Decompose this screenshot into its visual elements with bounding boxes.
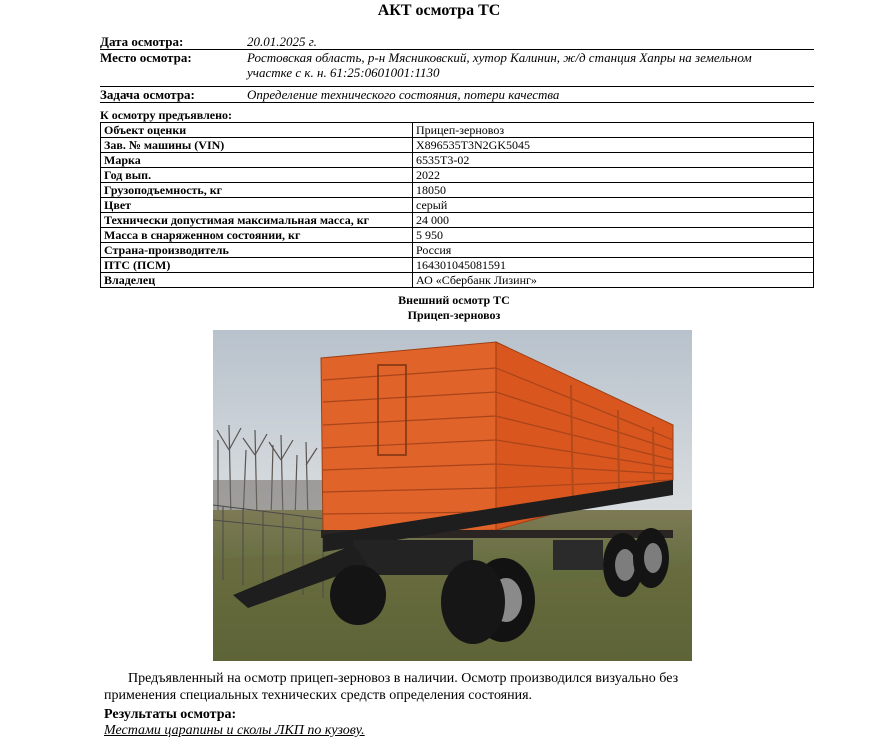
inspection-place-line-1: Ростовская область, р-н Мясниковский, хутор Калинин, ж/д станция Хапры на земельном <box>247 50 752 65</box>
inspection-place-label: Место осмотра: <box>100 50 192 65</box>
spec-value: 2022 <box>413 168 814 183</box>
table-row <box>101 273 814 288</box>
spec-value: серый <box>413 198 814 213</box>
spec-value: АО «Сбербанк Лизинг» <box>413 273 814 288</box>
inspection-date-row <box>100 34 814 50</box>
inspection-place-line-2: участке с к. н. 61:25:0601001:1130 <box>247 65 440 80</box>
spec-label: Год вып. <box>101 168 413 183</box>
spec-value: 6535T3-02 <box>413 153 814 168</box>
table-row <box>101 213 814 228</box>
spec-label: Грузоподъемность, кг <box>101 183 413 198</box>
results-heading: Результаты осмотра: <box>104 707 237 722</box>
table-row <box>101 123 814 138</box>
spec-label: Масса в снаряженном состоянии, кг <box>101 228 413 243</box>
summary-line-2: применения специальных технических средств определения состояния. <box>104 688 533 703</box>
spec-label: Цвет <box>101 198 413 213</box>
spec-label: Объект оценки <box>101 123 413 138</box>
inspection-task-row <box>100 87 814 103</box>
table-row <box>101 228 814 243</box>
spec-value: 24 000 <box>413 213 814 228</box>
spec-label: Марка <box>101 153 413 168</box>
presented-heading: К осмотру предъявлено: <box>100 108 233 122</box>
inspection-place-value <box>247 50 752 86</box>
spec-value: Россия <box>413 243 814 258</box>
spec-label: Владелец <box>101 273 413 288</box>
spec-value: 18050 <box>413 183 814 198</box>
document-title: АКТ осмотра ТС <box>377 2 501 19</box>
results-text: Местами царапины и сколы ЛКП по кузову. <box>104 723 365 738</box>
spec-value: Прицеп-зерновоз <box>413 123 814 138</box>
inspection-task-label: Задача осмотра: <box>100 87 195 102</box>
inspection-task-value: Определение технического состояния, потери качества <box>247 87 560 102</box>
table-row <box>101 198 814 213</box>
inspection-date-value: 20.01.2025 г. <box>247 34 317 49</box>
spec-label: Технически допустимая максимальная масса, кг <box>101 213 413 228</box>
inspection-place-row <box>100 50 814 87</box>
spec-value: X896535T3N2GK5045 <box>413 138 814 153</box>
exterior-inspection-title: Внешний осмотр ТС <box>398 293 510 307</box>
table-row <box>101 153 814 168</box>
spec-label: ПТС (ПСМ) <box>101 258 413 273</box>
table-row <box>101 258 814 273</box>
summary-line-1: Предъявленный на осмотр прицеп-зерновоз в наличии. Осмотр производился визуально без <box>128 671 679 686</box>
table-row <box>101 168 814 183</box>
trailer-photo <box>213 330 692 661</box>
vehicle-specs-table <box>100 122 814 288</box>
table-row <box>101 138 814 153</box>
inspection-date-label: Дата осмотра: <box>100 34 184 49</box>
table-row <box>101 243 814 258</box>
spec-value: 5 950 <box>413 228 814 243</box>
inspection-info <box>100 34 814 103</box>
summary-paragraph <box>104 670 814 704</box>
table-row <box>101 183 814 198</box>
spec-label: Зав. № машины (VIN) <box>101 138 413 153</box>
trailer-illustration <box>213 330 692 661</box>
spec-value: 164301045081591 <box>413 258 814 273</box>
exterior-inspection-subtitle: Прицеп-зерновоз <box>407 308 501 322</box>
spec-label: Страна-производитель <box>101 243 413 258</box>
